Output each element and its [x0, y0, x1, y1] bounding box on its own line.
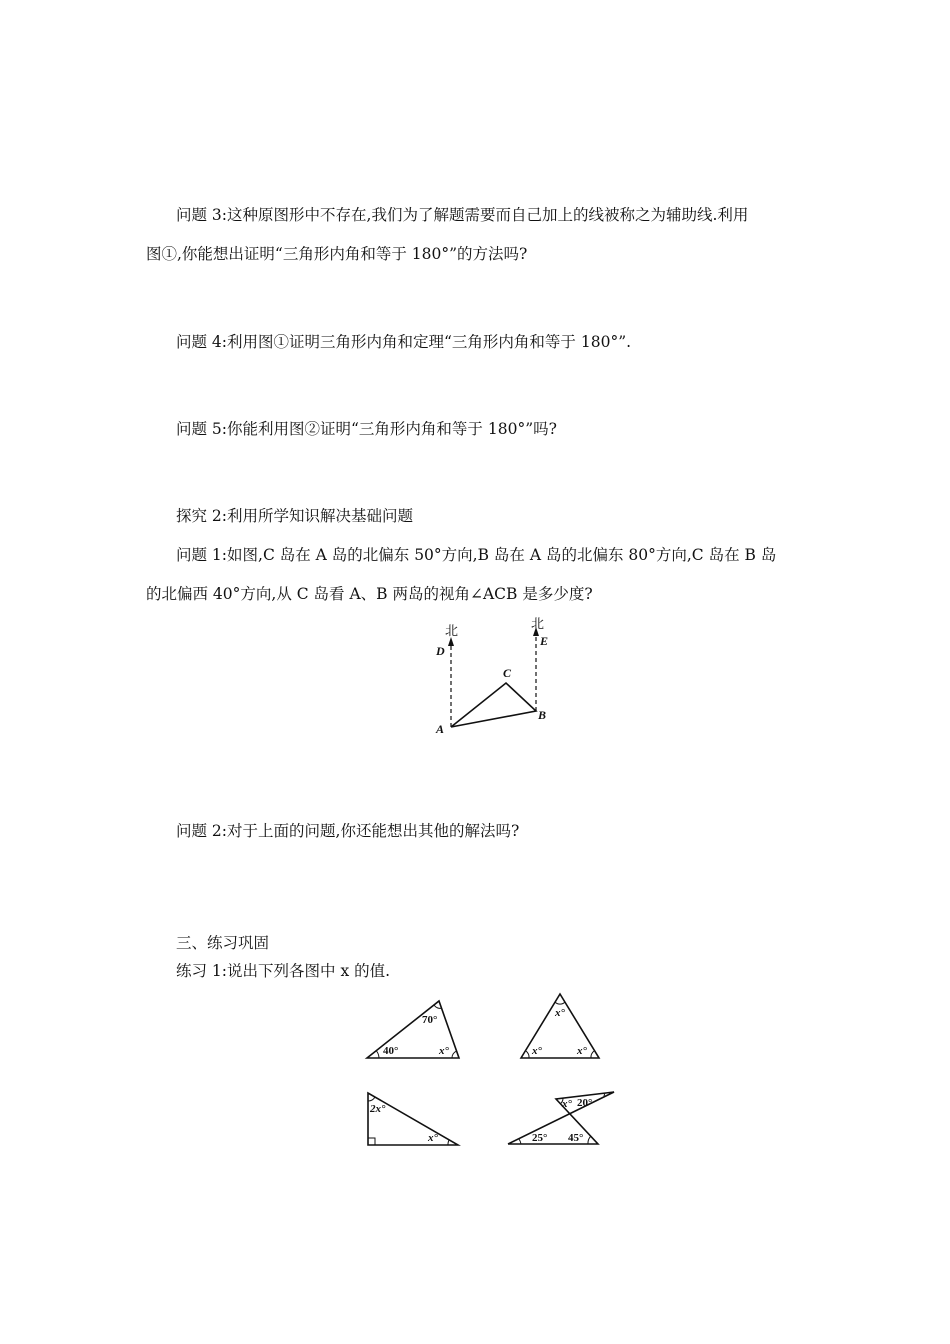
label-b: B [538, 708, 547, 722]
t2-top-angle: x° [555, 1007, 565, 1019]
exercise-triangle-2 [518, 990, 603, 1065]
exercise1: 练习 1:说出下列各图中 x 的值. [176, 962, 391, 980]
label-e: E [540, 634, 549, 648]
exercise-triangle-1 [364, 995, 464, 1065]
t1-right-angle: x° [439, 1045, 449, 1057]
q3-line1: 问题 3:这种原图形中不存在,我们为了解题需要而自己加上的线被称之为辅助线.利用 [176, 206, 749, 224]
label-c: C [503, 666, 512, 680]
t4-left-angle: 25° [532, 1132, 548, 1144]
north-label-left: 北 [445, 623, 459, 638]
q3-line2: 图①,你能想出证明“三角形内角和等于 180°”的方法吗? [146, 245, 528, 263]
t1-left-angle: 40° [383, 1045, 399, 1057]
t4-x-angle: x° [562, 1098, 572, 1110]
explore2-q2: 问题 2:对于上面的问题,你还能想出其他的解法吗? [176, 822, 520, 840]
exercise-triangle-3 [364, 1089, 464, 1151]
q4: 问题 4:利用图①证明三角形内角和定理“三角形内角和等于 180°”. [176, 333, 632, 351]
t4-right-angle: 45° [568, 1132, 584, 1144]
t4-top-angle: 20° [577, 1097, 593, 1109]
label-d: D [436, 644, 445, 658]
island-figure [430, 615, 560, 740]
north-arrow-left [448, 637, 454, 646]
north-label-right: 北 [531, 616, 545, 631]
t2-left-angle: x° [532, 1045, 542, 1057]
triangle-acb [451, 683, 536, 727]
label-a: A [436, 722, 445, 736]
t3-top-angle: 2x° [370, 1103, 386, 1115]
explore2-q1-line2: 的北偏西 40°方向,从 C 岛看 A、B 两岛的视角∠ACB 是多少度? [146, 585, 593, 603]
t1-top-angle: 70° [422, 1014, 438, 1026]
explore2-heading: 探究 2:利用所学知识解决基础问题 [176, 507, 414, 525]
t2-right-angle: x° [577, 1045, 587, 1057]
q5: 问题 5:你能利用图②证明“三角形内角和等于 180°”吗? [176, 420, 557, 438]
section3-heading: 三、练习巩固 [176, 934, 270, 952]
exercise-triangle-4 [504, 1087, 619, 1149]
explore2-q1-line1: 问题 1:如图,C 岛在 A 岛的北偏东 50°方向,B 岛在 A 岛的北偏东 80°方向,C 岛在 B 岛 [176, 546, 777, 564]
t3-right-angle: x° [428, 1132, 438, 1144]
